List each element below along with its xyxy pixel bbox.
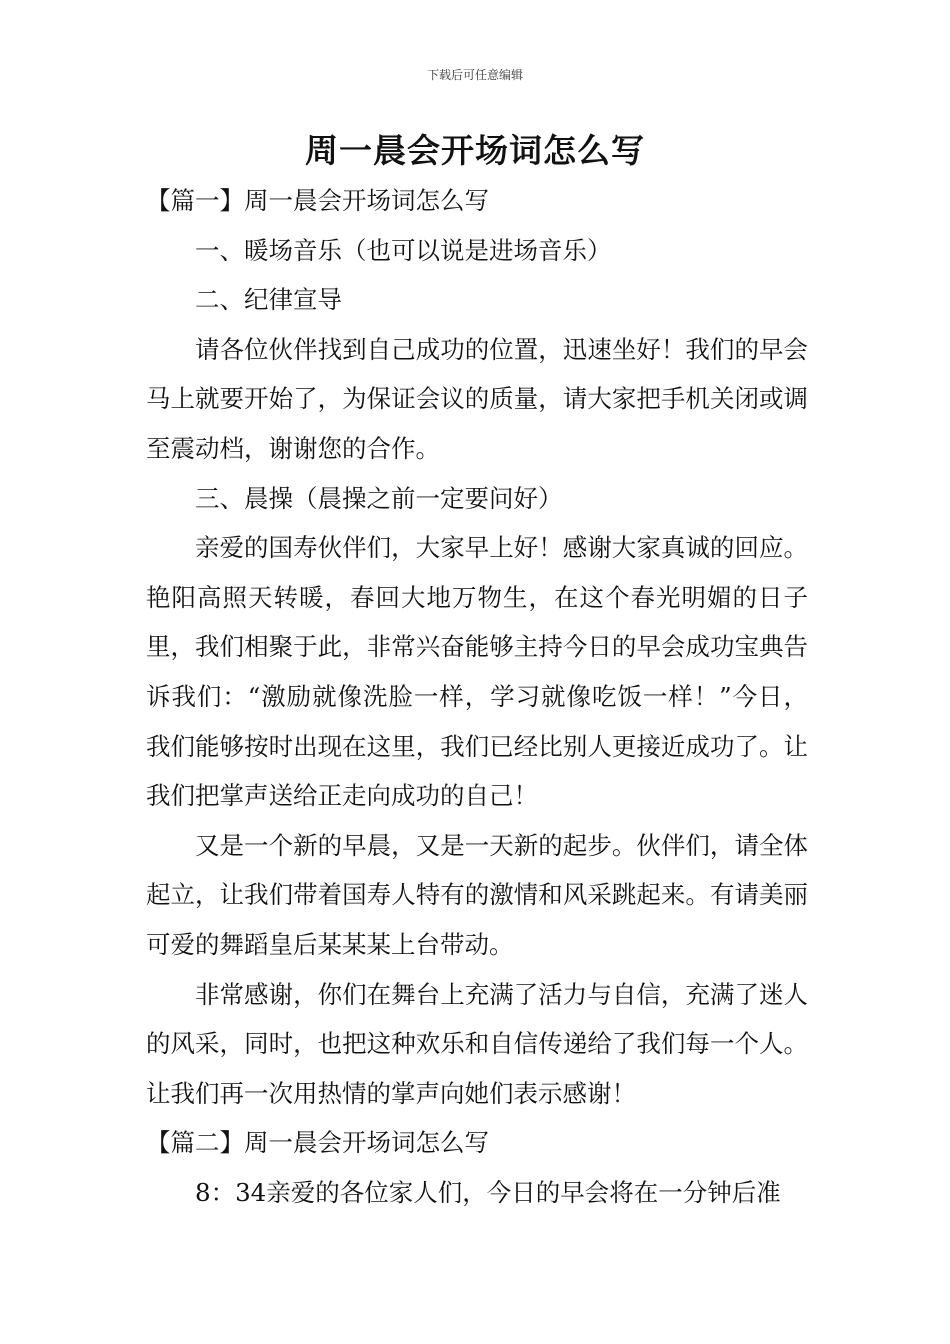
section-heading-2: 【篇二】周一晨会开场词怎么写	[146, 1128, 489, 1158]
paragraph: 又是一个新的早晨，又是一天新的起步。伙伴们，请全体起立，让我们带着国寿人特有的激情和风采跳起来。有请美丽可爱的舞蹈皇后某某某上台带动。	[146, 830, 808, 959]
paragraph: 请各位伙伴找到自己成功的位置，迅速坐好！我们的早会马上就要开始了，为保证会议的质量，请大家把手机关闭或调至震动档，谢谢您的合作。	[146, 334, 808, 463]
paragraph: 三、晨操（晨操之前一定要问好）	[195, 483, 563, 513]
paragraph: 8：34亲爱的各位家人们，今日的早会将在一分钟后准	[195, 1177, 781, 1207]
document-body	[146, 176, 808, 1217]
header-note: 下载后可任意编辑	[426, 68, 523, 82]
paragraph: 亲爱的国寿伙伴们，大家早上好！感谢大家真诚的回应。艳阳高照天转暖，春回大地万物生，在这个春光明媚的日子里，我们相聚于此，非常兴奋能够主持今日的早会成功宝典告诉我们：“激励就像洗脸一样，学习就像吃饭一样！”今日，我们能够按时出现在这里，我们已经比别人更接近成功了。让我们把掌声送给正走向成功的自己！	[146, 533, 808, 811]
document-title: 周一晨会开场词怎么写	[305, 131, 645, 170]
section-heading-1: 【篇一】周一晨会开场词怎么写	[146, 186, 489, 215]
paragraph: 二、纪律宣导	[195, 285, 342, 315]
paragraph: 一、暖场音乐（也可以说是进场音乐）	[195, 235, 612, 265]
paragraph: 非常感谢，你们在舞台上充满了活力与自信，充满了迷人的风采，同时，也把这种欢乐和自信传递给了我们每一个人。让我们再一次用热情的掌声向她们表示感谢！	[146, 979, 808, 1108]
